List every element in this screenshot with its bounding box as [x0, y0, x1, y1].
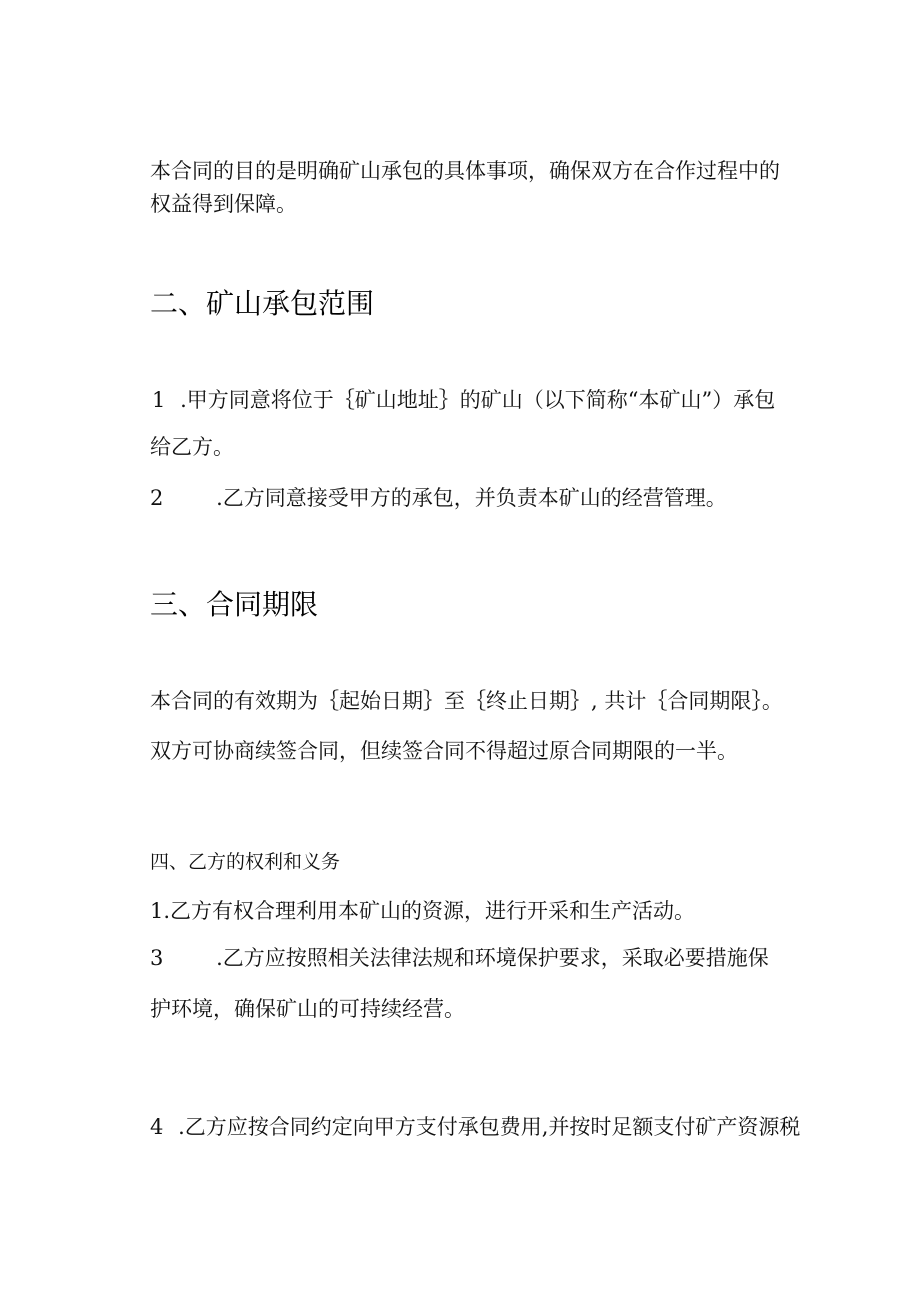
section-4-item-3 — [150, 945, 769, 971]
intro-line-2: 权益得到保障。 — [150, 192, 297, 216]
item-text: .甲方同意将位于｛矿山地址｝的矿山（以下简称“本矿山”）承包 — [180, 388, 776, 412]
item-number: 4 — [150, 1115, 164, 1139]
item-number: 1 — [152, 388, 166, 412]
intro-line-1: 本合同的目的是明确矿山承包的具体事项，确保双方在合作过程中的 — [150, 159, 780, 183]
section-4-item-1: 1.乙方有权合理利用本矿山的资源，进行开采和生产活动。 — [150, 899, 696, 923]
section-2-title: 二、矿山承包范围 — [150, 287, 375, 320]
item-number: 3 — [150, 946, 164, 970]
section-2-item-2 — [150, 485, 727, 511]
item-text: .乙方同意接受甲方的承包，并负责本矿山的经营管理。 — [216, 486, 727, 510]
section-3-title: 三、合同期限 — [150, 588, 319, 621]
section-3-line-2: 双方可协商续签合同，但续签合同不得超过原合同期限的一半。 — [150, 739, 738, 763]
section-4-item-4 — [150, 1114, 800, 1140]
section-3-line-1: 本合同的有效期为｛起始日期｝至｛终止日期｝, 共计｛合同期限｝。 — [150, 689, 783, 713]
item-number: 2 — [150, 486, 164, 510]
section-4-title: 四、乙方的权利和义务 — [150, 851, 341, 873]
section-4-item-3-continued: 护环境，确保矿山的可持续经营。 — [150, 997, 465, 1021]
section-2-item-1 — [152, 387, 775, 413]
item-text: .乙方应按照相关法律法规和环境保护要求，采取必要措施保 — [216, 946, 769, 970]
item-text: .乙方应按合同约定向甲方支付承包费用,并按时足额支付矿产资源税 — [178, 1115, 801, 1139]
section-2-item-1-continued: 给乙方。 — [150, 435, 234, 459]
